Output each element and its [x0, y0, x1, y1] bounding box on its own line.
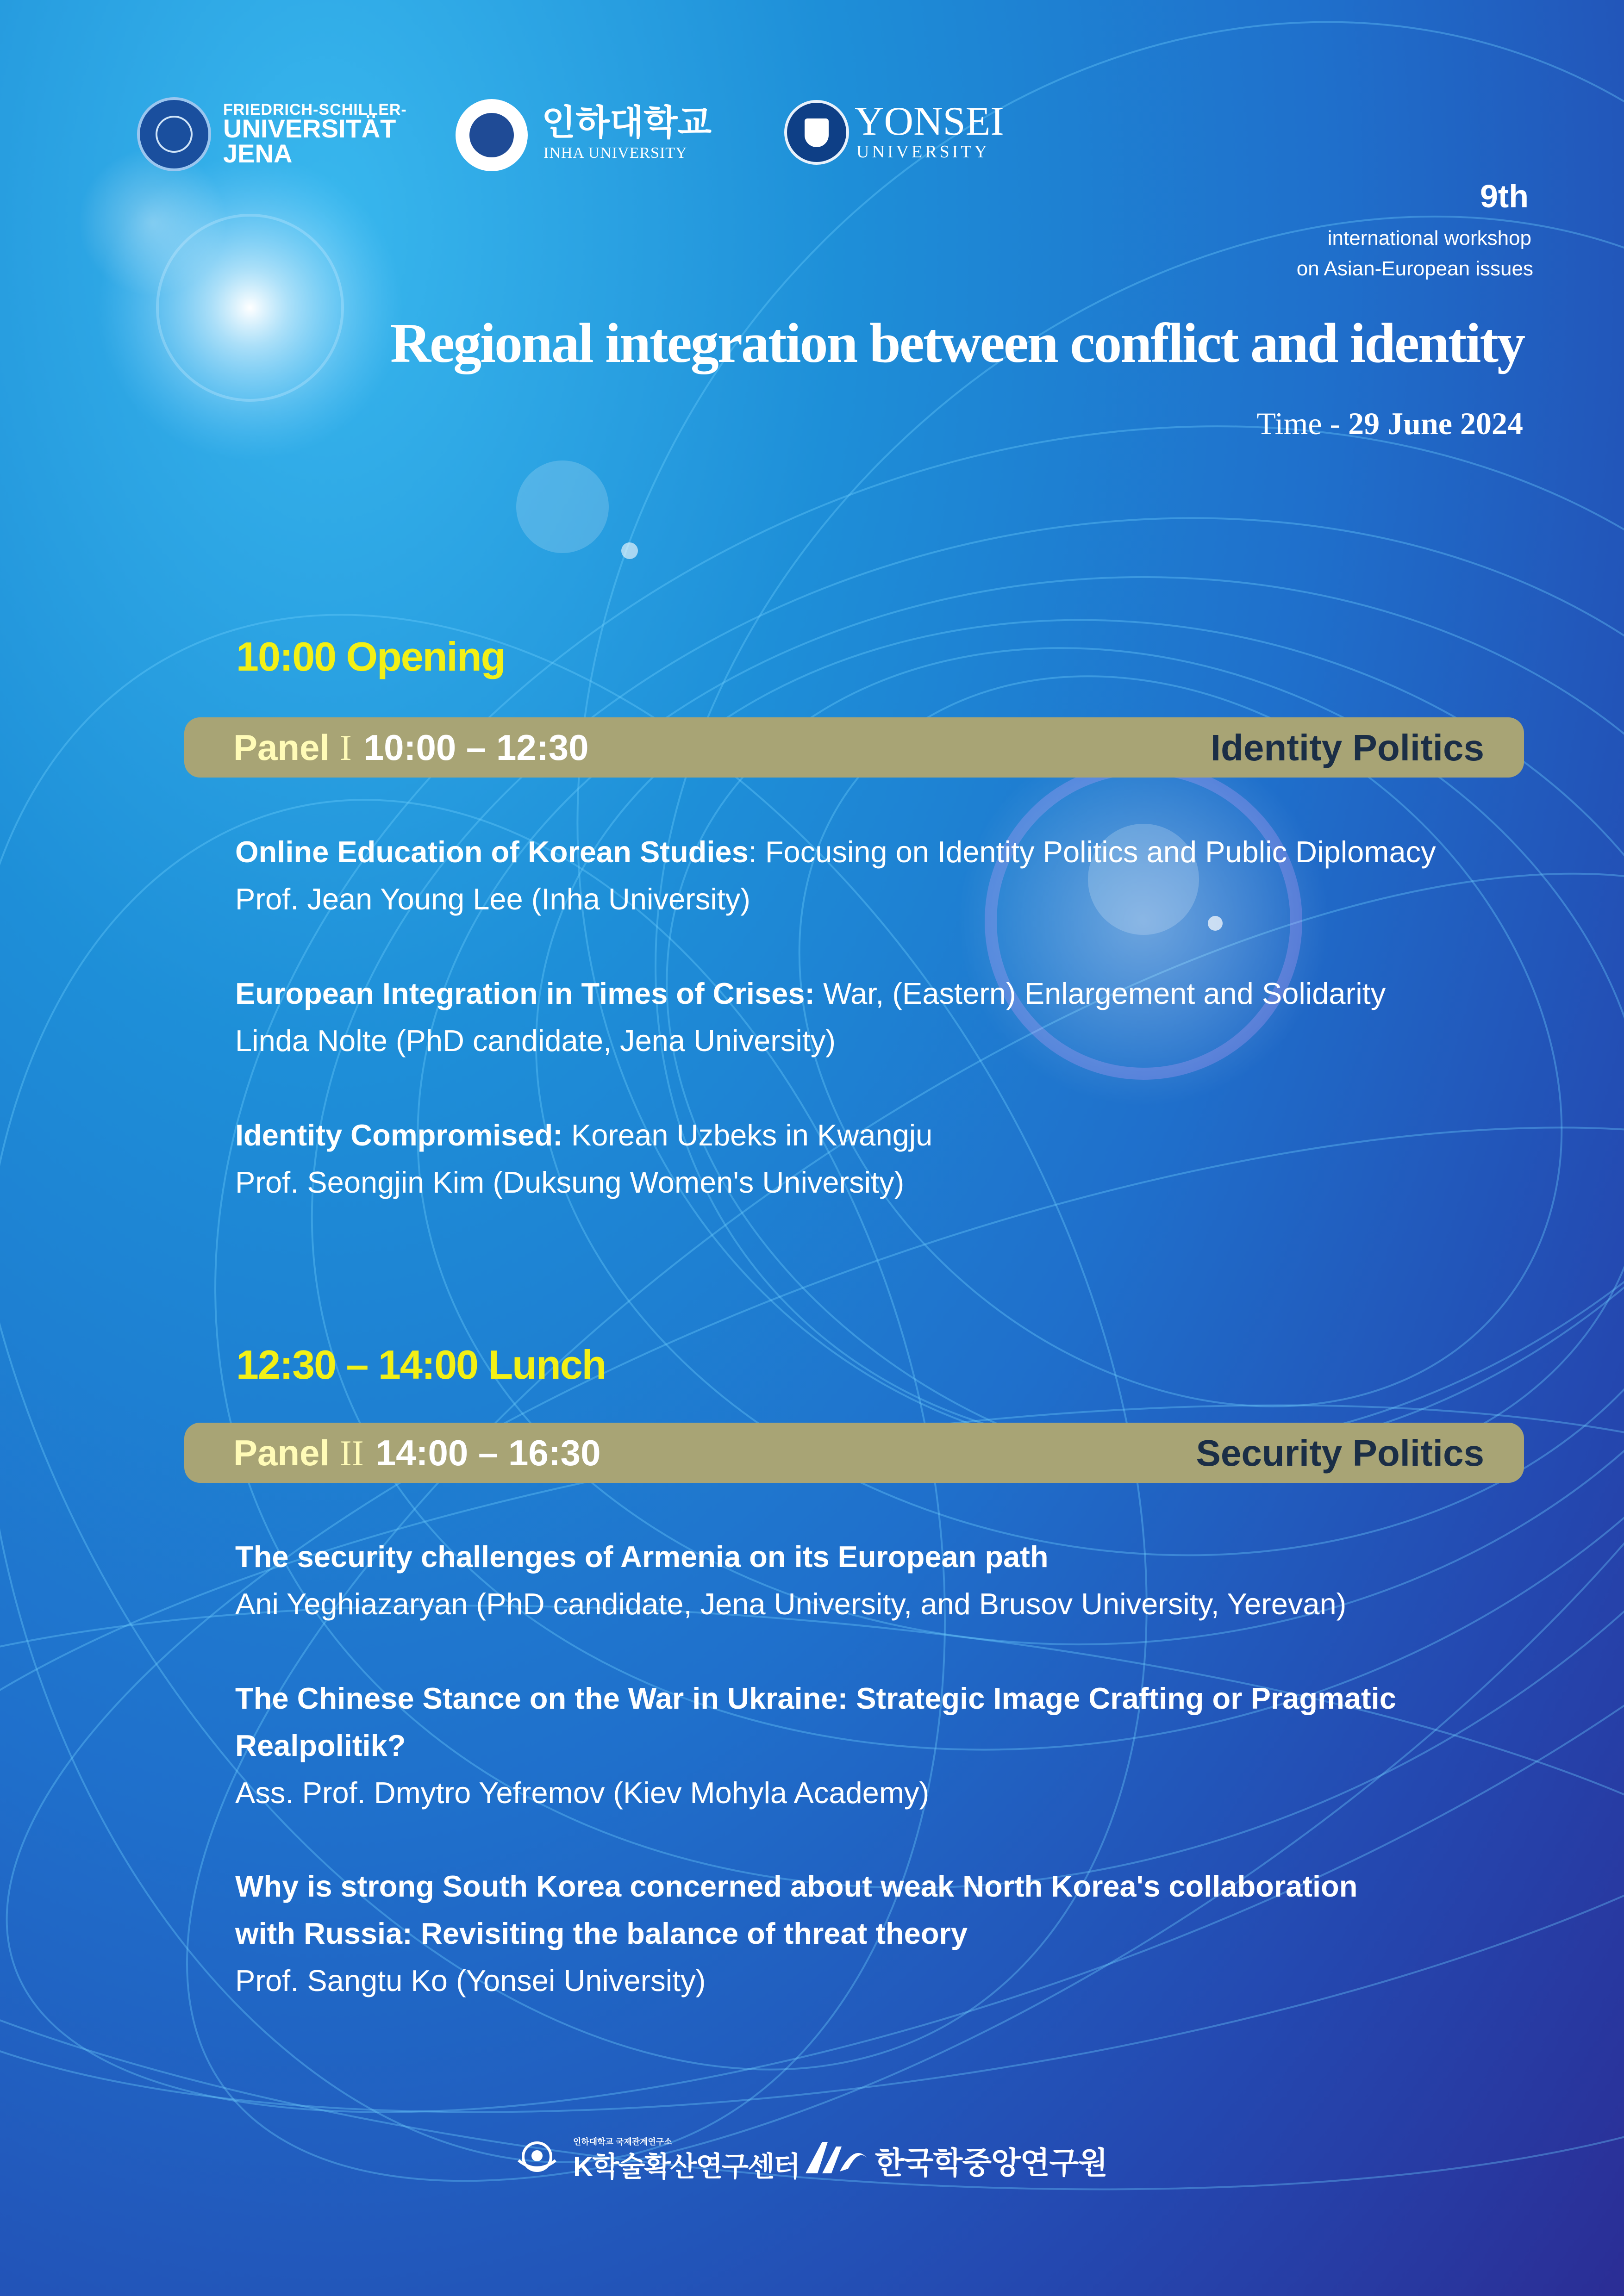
talk-title-line	[235, 1910, 1522, 1957]
talk-title-line	[235, 970, 1522, 1017]
panel-1-topic: Identity Politics	[1210, 727, 1484, 768]
talk-title: Identity Compromised:	[235, 1118, 563, 1152]
opening-label: 10:00 Opening	[236, 634, 505, 679]
jena-logo-line1: FRIEDRICH-SCHILLER-	[223, 101, 407, 118]
talk-speaker: Ani Yeghiazaryan (PhD candidate, Jena University, and Brusov University, Yerevan)	[235, 1587, 1347, 1621]
panel-2-header	[184, 1423, 1524, 1483]
talk-speaker: Prof. Sangtu Ko (Yonsei University)	[235, 1964, 706, 1997]
panel-1-numeral: I	[339, 728, 352, 768]
workshop-ordinal: 9th	[1480, 178, 1529, 214]
talk-title: Realpolitik?	[235, 1729, 406, 1762]
talk-title-line	[235, 828, 1522, 876]
panel-1-talk-2	[235, 970, 1522, 1064]
talk-title-line	[235, 1533, 1522, 1580]
talk-speaker: Ass. Prof. Dmytro Yefremov (Kiev Mohyla Academy)	[235, 1776, 930, 1810]
talk-subtitle: War, (Eastern) Enlargement and Solidarity	[815, 977, 1386, 1010]
panel-2-talk-1	[235, 1533, 1522, 1628]
panel-2-numeral: II	[339, 1433, 364, 1473]
workshop-line2: on Asian-European issues	[1296, 257, 1533, 280]
talk-title: Online Education of Korean Studies	[235, 835, 749, 869]
talk-title: The Chinese Stance on the War in Ukraine: Strategic Image Crafting or Pragmatic	[235, 1681, 1396, 1715]
talk-title: European Integration in Times of Crises:	[235, 977, 815, 1010]
panel-1-talk-3	[235, 1112, 1522, 1206]
event-date	[1256, 405, 1523, 442]
org1-subtitle: 인하대학교 국제관계연구소	[573, 2137, 672, 2147]
talk-title-line	[235, 1675, 1522, 1722]
org2-name: 한국학중앙연구원	[875, 2146, 1108, 2180]
panel-2-topic: Security Politics	[1196, 1432, 1484, 1474]
jena-seal-icon	[137, 97, 211, 171]
talk-title: The security challenges of Armenia on its European path	[235, 1540, 1049, 1574]
talk-speaker: Prof. Seongjin Kim (Duksung Women's University)	[235, 1165, 905, 1199]
panel-1-label	[233, 727, 588, 769]
jena-logo-line3: JENA	[223, 139, 293, 168]
talk-speaker: Linda Nolte (PhD candidate, Jena University)	[235, 1024, 836, 1058]
talk-subtitle: Korean Uzbeks in Kwangju	[562, 1118, 933, 1152]
talk-title: with Russia: Revisiting the balance of threat theory	[235, 1916, 968, 1950]
org1-name: K학술확산연구센터	[573, 2151, 800, 2182]
panel-1-header	[184, 717, 1524, 778]
talk-title-line	[235, 1863, 1522, 1910]
panel-2-time: 14:00 – 16:30	[375, 1432, 601, 1473]
panel-1-word: Panel	[233, 727, 330, 768]
aks-logo-icon	[804, 2139, 868, 2176]
k-center-logo-icon	[514, 2138, 560, 2175]
talk-subtitle: : Focusing on Identity Politics and Public Diplomacy	[748, 835, 1436, 869]
panel-2-label	[233, 1432, 600, 1474]
inha-logo	[456, 99, 733, 173]
workshop-line1: international workshop	[1327, 227, 1531, 249]
sponsor-footer	[514, 2135, 1116, 2191]
inha-logo-korean: 인하대학교	[542, 103, 712, 143]
yonsei-logo-name: YONSEI	[855, 99, 1004, 144]
yonsei-logo	[784, 100, 1025, 174]
panel-2-word: Panel	[233, 1432, 330, 1473]
jena-logo	[137, 97, 415, 171]
panel-2-talk-3	[235, 1863, 1522, 2004]
inha-logo-english: INHA UNIVERSITY	[543, 144, 687, 162]
time-label: Time -	[1256, 406, 1349, 441]
inha-seal-icon	[456, 99, 528, 171]
lunch-label: 12:30 – 14:00 Lunch	[236, 1342, 606, 1388]
yonsei-seal-icon	[784, 100, 849, 165]
date-value: 29 June 2024	[1348, 406, 1523, 441]
panel-1-talk-1	[235, 828, 1522, 923]
talk-title: Why is strong South Korea concerned about weak North Korea's collaboration	[235, 1869, 1358, 1903]
talk-title-line	[235, 1722, 1522, 1769]
page-title: Regional integration between conflict and identity	[390, 312, 1524, 374]
talk-speaker: Prof. Jean Young Lee (Inha University)	[235, 882, 750, 916]
jena-logo-line2: UNIVERSITÄT	[223, 114, 396, 143]
yonsei-logo-sub: UNIVERSITY	[856, 142, 990, 162]
panel-1-time: 10:00 – 12:30	[363, 727, 589, 768]
talk-title-line	[235, 1112, 1522, 1159]
panel-2-talk-2	[235, 1675, 1522, 1817]
